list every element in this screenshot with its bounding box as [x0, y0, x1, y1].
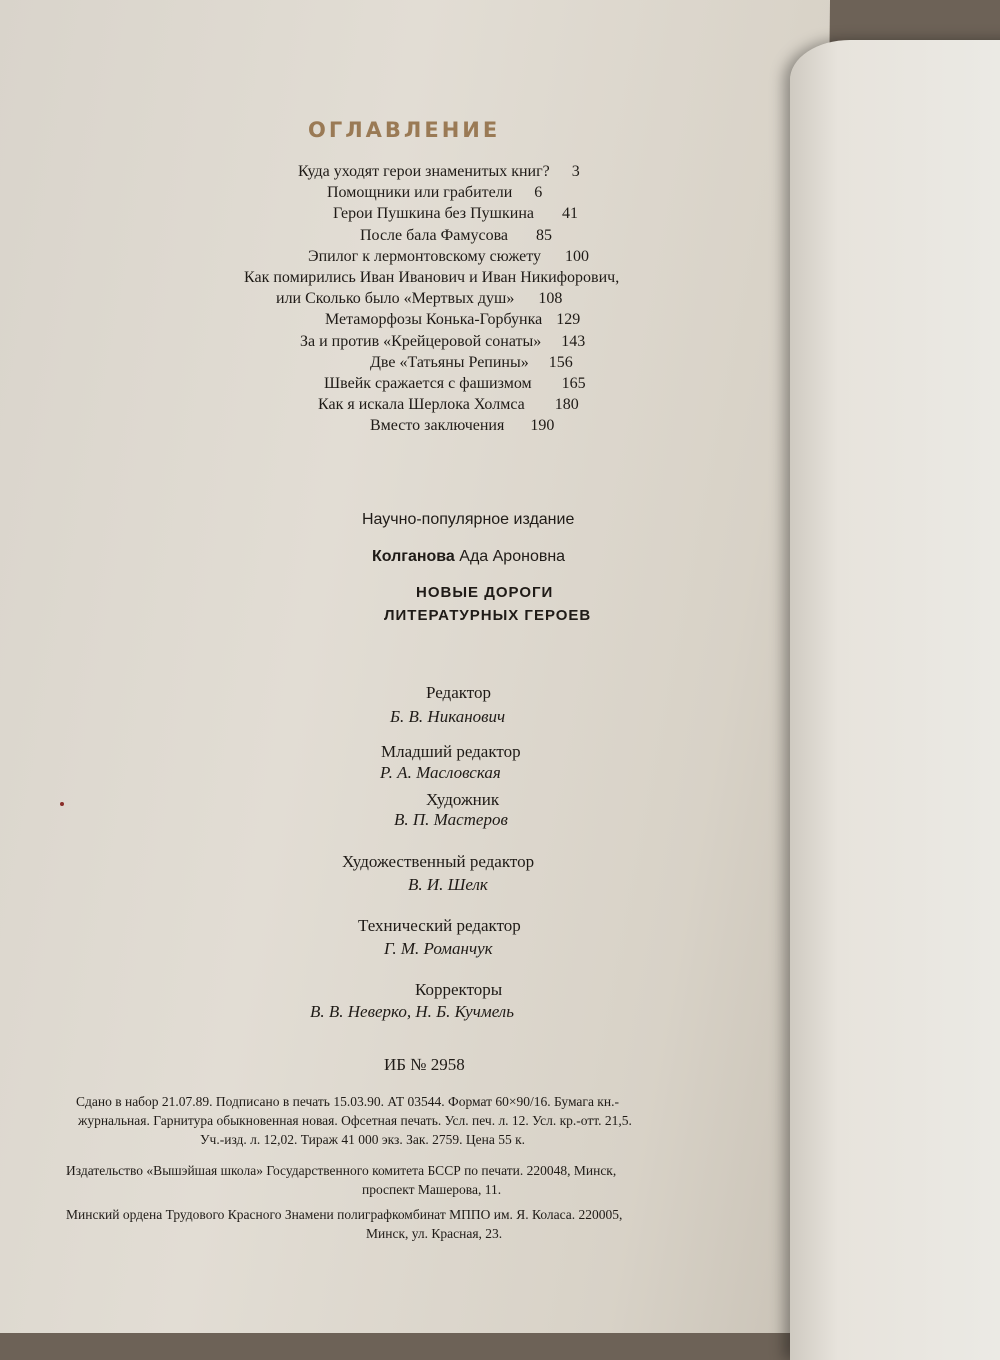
toc-entry-title: Как я искала Шерлока Холмса	[318, 396, 525, 413]
toc-entry-page: 85	[536, 227, 553, 244]
toc-entry	[333, 206, 578, 222]
printer-line: Минск, ул. Красная, 23.	[366, 1226, 503, 1241]
credit-role: Художник	[426, 790, 500, 809]
toc-entry-page: 100	[565, 248, 590, 265]
credit-role: Редактор	[426, 683, 491, 702]
ib-number: ИБ № 2958	[384, 1055, 465, 1074]
toc-entry	[318, 397, 579, 413]
toc-entry-page: 108	[538, 290, 563, 307]
imprint-line: журнальная. Гарнитура обыкновенная новая. Офсетная печать. Усл. печ. л. 12. Усл. кр.-отт. 21,5.	[78, 1113, 632, 1128]
credit-name: Б. В. Никанович	[390, 707, 506, 726]
toc-entry-page: 6	[534, 184, 543, 201]
toc-entry	[276, 291, 562, 307]
credit-role: Художественный редактор	[342, 852, 535, 871]
toc-entry-title: Эпилог к лермонтовскому сюжету	[308, 248, 542, 265]
toc-entry-title: Швейк сражается с фашизмом	[324, 375, 532, 392]
toc-entry-title: Вместо заключения	[370, 417, 505, 434]
credit-name: В. В. Неверко, Н. Б. Кучмель	[310, 1002, 514, 1021]
author-surname: Колганова	[372, 548, 455, 565]
toc-entry-title: Герои Пушкина без Пушкина	[333, 205, 534, 222]
toc-entry-title: Помощники или грабители	[327, 184, 513, 201]
printer-line: Минский ордена Трудового Красного Знамени полиграфкомбинат МППО им. Я. Коласа. 220005,	[66, 1207, 623, 1222]
book-title-line-2: ЛИТЕРАТУРНЫХ ГЕРОЕВ	[384, 607, 592, 624]
toc-entry-title: Как помирились Иван Иванович и Иван Никифорович,	[244, 269, 620, 286]
credit-role: Младший редактор	[381, 742, 521, 761]
toc-entry	[370, 418, 554, 434]
toc-entry-page: 180	[554, 396, 579, 413]
toc-entry	[325, 312, 580, 328]
toc-entry-title: Куда уходят герои знаменитых книг?	[298, 163, 550, 180]
author-given-names: Ада Ароновна	[459, 548, 566, 565]
edition-type: Научно-популярное издание	[362, 511, 575, 528]
toc-entry-page: 165	[561, 375, 586, 392]
toc-entry-page: 129	[556, 311, 581, 328]
toc-entry-page: 156	[548, 354, 573, 371]
toc-entry-page: 41	[562, 205, 578, 222]
toc-entry	[324, 376, 586, 392]
credit-role: Корректоры	[415, 980, 503, 999]
credit-name: Р. А. Масловская	[380, 763, 501, 782]
toc-entry-page: 3	[571, 163, 580, 180]
publisher-line: Издательство «Вышэйшая школа» Государственного комитета БССР по печати. 220048, Минск,	[66, 1163, 617, 1178]
publisher-line: проспект Машерова, 11.	[362, 1182, 502, 1197]
book-title-line-1: НОВЫЕ ДОРОГИ	[416, 584, 554, 601]
imprint-line: Сдано в набор 21.07.89. Подписано в печать 15.03.90. АТ 03544. Формат 60×90/16. Бумага кн.-	[76, 1094, 619, 1109]
credit-name: В. П. Мастеров	[394, 810, 508, 829]
author-name	[372, 549, 565, 565]
credit-name: В. И. Шелк	[408, 875, 488, 894]
toc-entry-title: Две «Татьяны Репины»	[370, 354, 529, 371]
imprint-line: Уч.-изд. л. 12,02. Тираж 41 000 экз. Зак. 2759. Цена 55 к.	[200, 1132, 526, 1147]
toc-entry-title: Метаморфозы Конька-Горбунка	[325, 311, 543, 328]
toc-entry-page: 190	[530, 417, 555, 434]
credit-role: Технический редактор	[358, 916, 521, 935]
toc-entry	[360, 228, 552, 244]
toc-entry	[244, 270, 619, 286]
credit-name: Г. М. Романчук	[384, 939, 493, 958]
ink-spot	[60, 802, 64, 806]
toc-entry	[308, 249, 589, 265]
toc-entry-title: После бала Фамусова	[360, 227, 509, 244]
toc-entry	[300, 334, 585, 350]
toc-entry	[370, 355, 573, 371]
toc-entry	[327, 185, 542, 201]
toc-entry-title: За и против «Крейцеровой сонаты»	[300, 333, 542, 350]
toc-entry-title: или Сколько было «Мертвых душ»	[276, 290, 515, 307]
toc-heading: ОГЛАВЛЕНИЕ	[308, 118, 501, 142]
toc-entry	[298, 164, 580, 180]
toc-entry-page: 143	[561, 333, 586, 350]
